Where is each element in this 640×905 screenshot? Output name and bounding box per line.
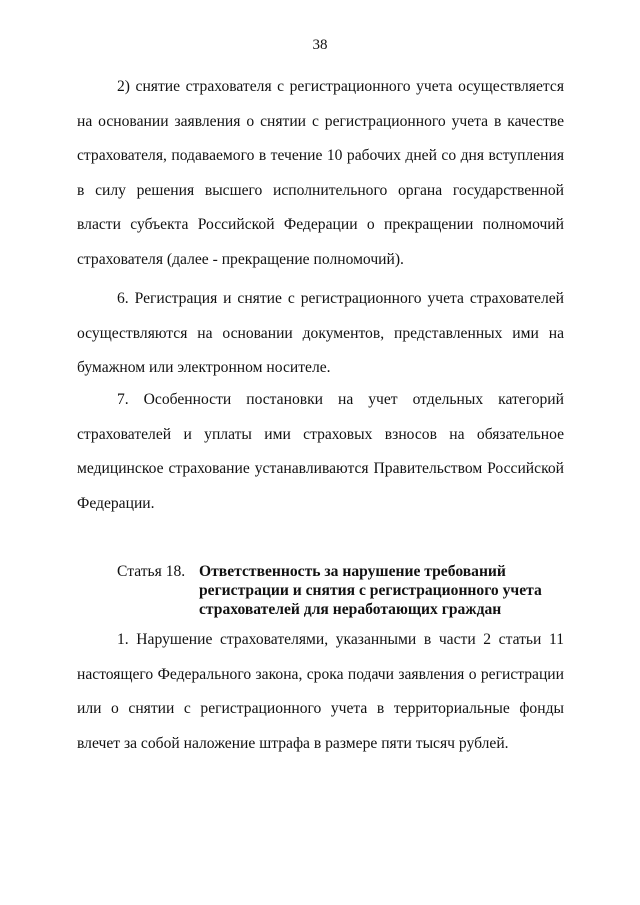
paragraph-item-7: 7. Особенности постановки на учет отдельных категорий страхователей и уплаты ими страховых взносов на обязательное медицинское страхование устанавливаются Правительством Российской Федерации. bbox=[77, 391, 564, 512]
paragraph-article-18-item-1: 1. Нарушение страхователями, указанными в части 2 статьи 11 настоящего Федерального закона, срока подачи заявления о регистрации или о снятии с регистрационного учета в территориальные фонды влечет за собой наложение штрафа в размере пяти тысяч рублей. bbox=[77, 631, 564, 752]
paragraph-item-6: 6. Регистрация и снятие с регистрационного учета страхователей осуществляются на основании документов, представленных ими на бумажном или электронном носителе. bbox=[77, 290, 564, 377]
article-number: Статья 18. bbox=[117, 563, 186, 580]
article-title: Ответственность за нарушение требований регистрации и снятия с регистрационного учета страхователей для неработающих граждан bbox=[199, 563, 542, 618]
page-number: 38 bbox=[312, 37, 328, 53]
paragraph-snyatie-strakhovatelya: 2) снятие страхователя с регистрационного учета осуществляется на основании заявления о снятии с регистрационного учета в качестве страхователя, подаваемого в течение 10 рабочих дней со дня вступления в силу решения высшего исполнительного органа государственной власти субъекта Российской Федерации о прекращении полномочий страхователя (далее - прекращение полномочий). bbox=[77, 78, 564, 268]
